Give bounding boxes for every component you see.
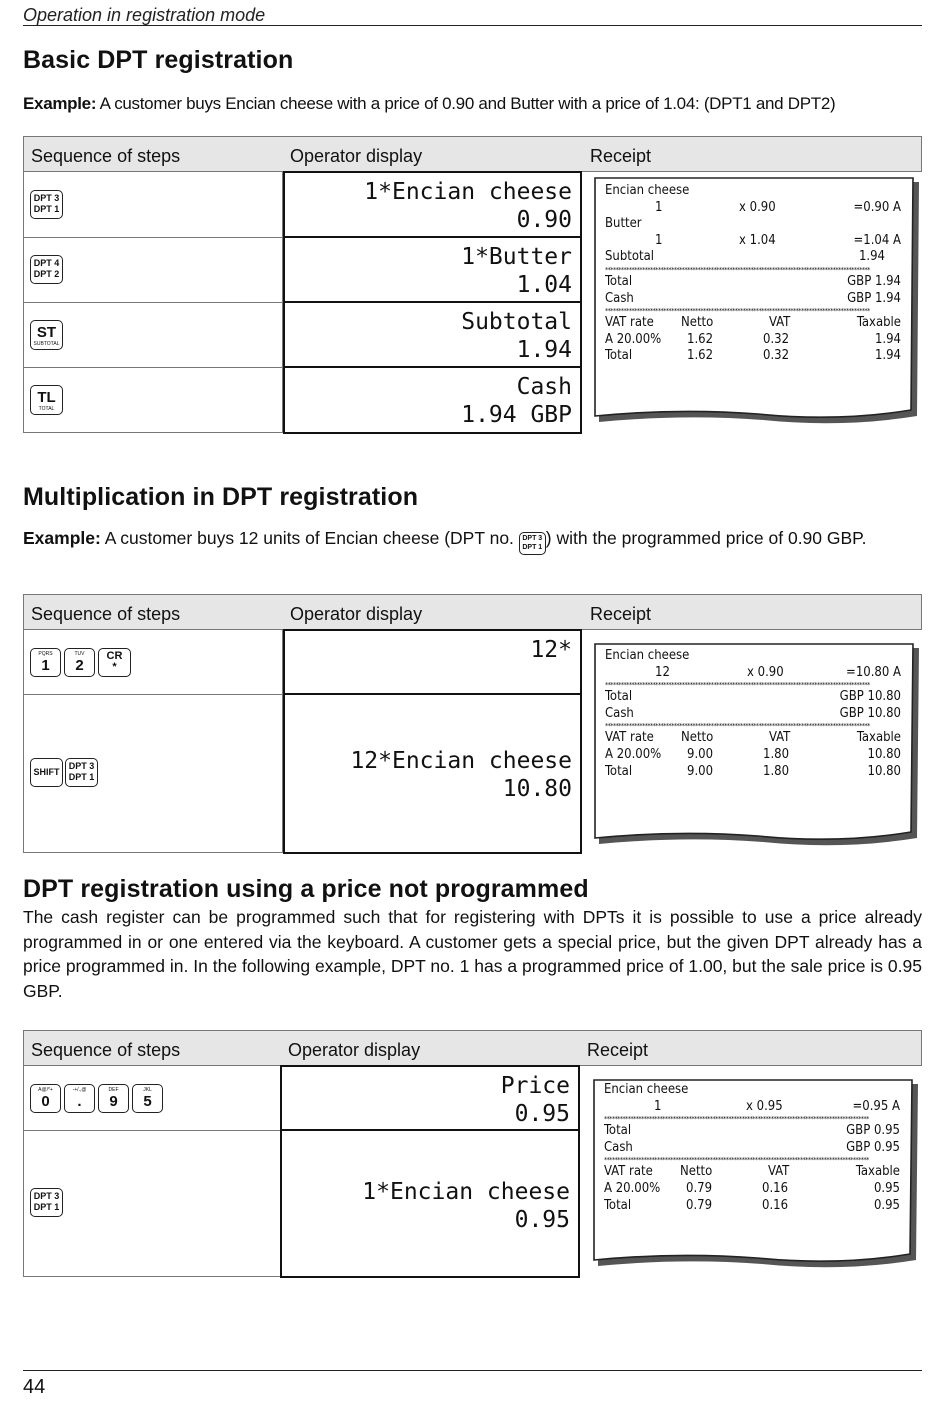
operator-display: [280, 1065, 580, 1131]
key-2[interactable]: [64, 648, 95, 677]
receipt-separator: ****************************************************************************************************: [605, 681, 870, 690]
display-line-1: 12*: [530, 637, 572, 663]
vat-total-label: Total: [604, 1197, 632, 1213]
display-line-2: 0.95: [514, 1101, 570, 1127]
receipt-total-label: Total: [605, 273, 633, 289]
display-line-1: Price: [500, 1073, 570, 1099]
receipt: [592, 1078, 922, 1276]
section2-table: [23, 594, 922, 854]
example-label: Example:: [23, 94, 97, 113]
key-sublabel: -+/.,@: [72, 1087, 87, 1093]
col-sequence: Sequence of steps: [31, 1040, 181, 1060]
section1-example: [23, 92, 922, 117]
vat-value: 0.16: [762, 1180, 789, 1196]
multiply-key[interactable]: [98, 648, 131, 677]
receipt-subtotal-label: Subtotal: [605, 249, 655, 265]
receipt-total-label: Total: [605, 689, 633, 705]
taxable-col: Taxable: [856, 730, 901, 746]
col-receipt: Receipt: [587, 1040, 649, 1060]
shift-key[interactable]: [30, 758, 63, 787]
receipt-text: [605, 183, 901, 365]
receipt-cash-value: GBP 1.94: [847, 290, 901, 306]
dpt3-dpt1-inline-key: [519, 532, 546, 555]
vat-amount-col: VAT: [769, 315, 791, 331]
key-label: 2: [75, 657, 84, 674]
receipt-amount: =0.95 A: [852, 1098, 900, 1114]
running-header: Operation in registration mode: [23, 5, 266, 25]
key-label-bottom: DPT 1: [33, 204, 60, 214]
footer-rule: [23, 1370, 922, 1371]
taxable-value: 10.80: [867, 746, 901, 762]
vat-amount-col: VAT: [769, 730, 791, 746]
vat-rate: A 20.00%: [604, 1180, 661, 1196]
section3-table: [23, 1030, 922, 1278]
section2-example: [23, 526, 922, 555]
operator-display: [283, 171, 582, 238]
section2-title: Multiplication in DPT registration: [23, 483, 419, 511]
receipt: [593, 642, 923, 854]
key-label: 0: [41, 1093, 50, 1110]
operator-display: [283, 301, 582, 368]
netto-value: 0.79: [686, 1197, 713, 1213]
example-text: A customer buys Encian cheese with a price of 0.90 and Butter with a price of 1.04: (DPT1 and DPT2): [96, 94, 836, 113]
receipt-separator: ****************************************************************************************************: [604, 1156, 869, 1165]
receipt-total-value: GBP 1.94: [847, 273, 901, 289]
taxable-value: 1.94: [874, 331, 901, 347]
receipt-item-name: Encian cheese: [605, 648, 690, 663]
vat-col: VAT rate: [604, 1164, 653, 1180]
header-rule: [23, 25, 922, 26]
key-9[interactable]: [98, 1084, 129, 1113]
vat-rate: A 20.00%: [605, 331, 662, 347]
vat-value: 0.32: [763, 348, 790, 364]
netto-value: 1.62: [687, 331, 714, 347]
netto-col: Netto: [681, 730, 714, 746]
vat-value: 0.32: [763, 331, 790, 347]
receipt-cash-label: Cash: [605, 290, 634, 306]
decimal-key[interactable]: [64, 1084, 95, 1113]
display-line-2: 10.80: [502, 776, 572, 802]
example-label: Example:: [23, 528, 101, 548]
vat-value: 1.80: [763, 763, 790, 779]
netto-value: 9.00: [687, 763, 714, 779]
col-sequence: Sequence of steps: [31, 146, 181, 166]
table-header: [23, 1030, 922, 1066]
receipt-amount: =1.04 A: [853, 232, 901, 248]
vat-total-label: Total: [605, 763, 633, 779]
netto-value: 9.00: [687, 746, 714, 762]
receipt-cash-label: Cash: [604, 1139, 633, 1155]
key-5[interactable]: [132, 1084, 163, 1113]
operator-display: [280, 1129, 580, 1278]
netto-col: Netto: [680, 1164, 713, 1180]
receipt-separator: ****************************************************************************************************: [605, 722, 870, 731]
key-label-bottom: DPT 1: [68, 772, 95, 782]
taxable-value: 0.95: [873, 1180, 900, 1196]
key-sublabel: DEF: [108, 1087, 119, 1093]
display-line-1: Subtotal: [461, 309, 572, 335]
receipt-item-name: Encian cheese: [605, 183, 690, 198]
example-text-b: ) with the programmed price of 0.90 GBP.: [545, 528, 867, 548]
key-label-top: DPT 3: [68, 761, 95, 771]
key-0[interactable]: [30, 1084, 61, 1113]
key-sublabel: SUBTOTAL: [33, 341, 60, 347]
vat-value: 0.16: [762, 1197, 789, 1213]
vat-total-label: Total: [605, 348, 633, 364]
receipt-price: x 1.04: [739, 232, 776, 248]
receipt-qty: 1: [655, 199, 663, 215]
vat-amount-col: VAT: [768, 1164, 790, 1180]
receipt-qty: 1: [655, 232, 663, 248]
taxable-col: Taxable: [856, 315, 901, 331]
key-label-bottom: DPT 2: [33, 269, 60, 279]
taxable-col: Taxable: [855, 1164, 900, 1180]
vat-rate: A 20.00%: [605, 746, 662, 762]
page-number: 44: [23, 1376, 46, 1398]
key-label-bottom: DPT 1: [522, 544, 543, 551]
key-sublabel: TOTAL: [38, 406, 55, 412]
key-sublabel: A@/*+: [38, 1087, 53, 1093]
display-line-2: 1.04: [516, 272, 572, 298]
receipt-price: x 0.90: [747, 664, 784, 680]
key-label: ST: [36, 324, 57, 341]
dpt3-dpt1-key[interactable]: [65, 758, 98, 787]
receipt-qty: 12: [655, 664, 670, 680]
receipt-price: x 0.90: [739, 199, 776, 215]
section3-body: The cash register can be programmed such that for registering with DPTs it is possible to use a price already programmed in or one entered via the keyboard. A customer gets a special price, but the given DPT already has a price programmed in. In the following example, DPT no. 1 has a programmed price of 1.00, but the sale price is 0.95 GBP.: [23, 907, 922, 1001]
section3-title: DPT registration using a price not programmed: [23, 875, 589, 903]
key-label-bottom: DPT 1: [33, 1202, 60, 1212]
display-line-1: 12*Encian cheese: [350, 748, 572, 774]
netto-value: 1.62: [687, 348, 714, 364]
receipt-item-name: Butter: [605, 216, 642, 232]
receipt-price: x 0.95: [746, 1098, 783, 1114]
col-display: Operator display: [290, 604, 423, 624]
total-key[interactable]: [30, 385, 63, 415]
key-sublabel: *: [112, 661, 117, 673]
display-line-1: 1*Encian cheese: [362, 1179, 570, 1205]
vat-col: VAT rate: [605, 730, 654, 746]
receipt-subtotal-value: 1.94: [858, 249, 885, 265]
key-label: .: [77, 1093, 82, 1110]
display-line-2: 0.95: [514, 1207, 570, 1233]
display-line-2: 1.94 GBP: [461, 402, 572, 428]
taxable-value: 0.95: [873, 1197, 900, 1213]
receipt-amount: =0.90 A: [853, 199, 901, 215]
table-header: [23, 594, 922, 630]
key-1[interactable]: [30, 648, 61, 677]
display-line-1: Cash: [516, 374, 572, 400]
step-cell: [23, 630, 283, 695]
col-display: Operator display: [288, 1040, 421, 1060]
dpt4-dpt2-key[interactable]: [30, 255, 63, 284]
display-line-1: 1*Encian cheese: [364, 179, 572, 205]
receipt-cash-label: Cash: [605, 705, 634, 721]
key-label-top: DPT 3: [33, 193, 60, 203]
receipt-text: [604, 1082, 900, 1214]
subtotal-key[interactable]: [30, 320, 63, 350]
col-receipt: Receipt: [590, 604, 652, 624]
key-label-top: DPT 3: [522, 535, 543, 542]
operator-display: [283, 236, 582, 303]
display-line-2: 0.90: [516, 207, 572, 233]
col-receipt: Receipt: [590, 146, 652, 166]
key-label: 9: [109, 1093, 118, 1110]
vat-col: VAT rate: [605, 315, 654, 331]
key-sublabel: PQRS: [38, 651, 53, 657]
operator-display: [283, 693, 582, 854]
receipt-item-name: Encian cheese: [604, 1082, 689, 1097]
section1-title: Basic DPT registration: [23, 46, 294, 74]
key-label-top: DPT 4: [33, 258, 60, 268]
vat-value: 1.80: [763, 746, 790, 762]
table-header: [23, 136, 922, 172]
dpt3-dpt1-key[interactable]: [30, 190, 63, 219]
receipt-total-label: Total: [604, 1123, 632, 1139]
display-line-2: 1.94: [516, 337, 572, 363]
operator-display: [283, 366, 582, 434]
receipt: [593, 176, 923, 436]
section1-table: [23, 136, 922, 434]
receipt-total-value: GBP 0.95: [846, 1123, 900, 1139]
display-line-1: 1*Butter: [461, 244, 572, 270]
receipt-cash-value: GBP 0.95: [846, 1139, 900, 1155]
key-label-top: DPT 3: [33, 1191, 60, 1201]
receipt-amount: =10.80 A: [846, 664, 901, 680]
col-sequence: Sequence of steps: [31, 604, 181, 624]
receipt-text: [605, 648, 901, 780]
key-label: SHIFT: [33, 767, 60, 777]
receipt-qty: 1: [654, 1098, 662, 1114]
netto-value: 0.79: [686, 1180, 713, 1196]
receipt-cash-value: GBP 10.80: [839, 705, 901, 721]
receipt-separator: ****************************************************************************************************: [605, 265, 870, 274]
key-label: TL: [37, 389, 56, 406]
netto-col: Netto: [681, 315, 714, 331]
receipt-total-value: GBP 10.80: [839, 689, 901, 705]
operator-display: [283, 629, 582, 695]
key-label: 5: [143, 1093, 152, 1110]
col-display: Operator display: [290, 146, 423, 166]
key-label: 1: [41, 657, 50, 674]
key-sublabel: JKL: [143, 1087, 152, 1093]
example-text-a: A customer buys 12 units of Encian cheese (DPT no.: [100, 528, 519, 548]
taxable-value: 10.80: [867, 763, 901, 779]
taxable-value: 1.94: [874, 348, 901, 364]
receipt-separator: ****************************************************************************************************: [605, 307, 870, 316]
receipt-separator: ****************************************************************************************************: [604, 1115, 869, 1124]
dpt3-dpt1-key[interactable]: [30, 1188, 63, 1217]
key-sublabel: TUV: [74, 651, 85, 657]
key-label: CR: [106, 650, 123, 662]
